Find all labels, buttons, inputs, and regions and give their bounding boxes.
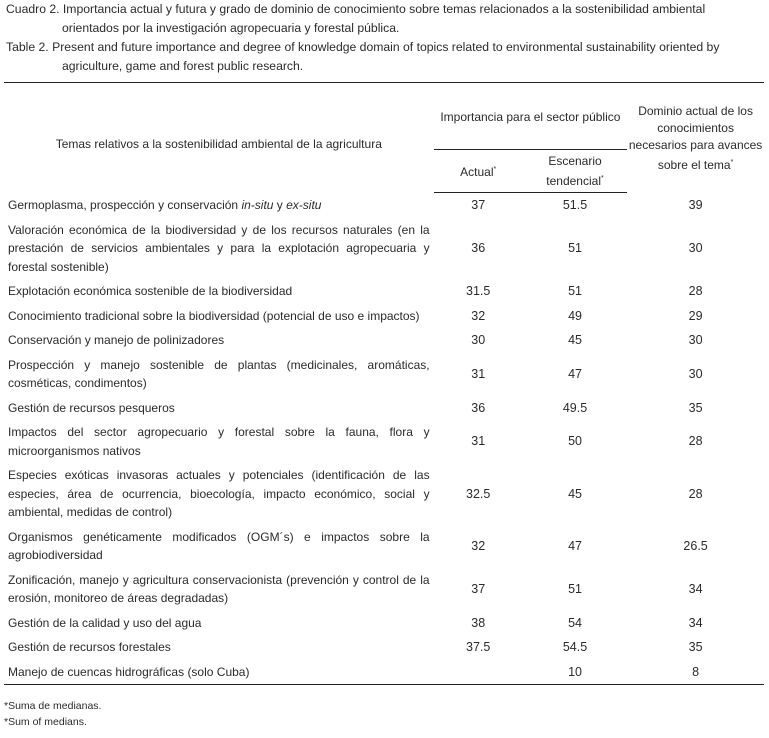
actual-cell: 32 [471, 308, 486, 323]
topic-text: Impactos del sector agropecuario y forestal sobre la fauna, flora y microorganismos nativos [8, 425, 430, 458]
table-row [4, 525, 764, 568]
dominio-cell: 28 [688, 284, 703, 298]
actual-cell: 32.5 [466, 486, 491, 501]
topic-text: in-situ [241, 197, 274, 212]
table-row [4, 304, 764, 329]
caption-text: Present and future importance and degree of knowledge domain of topics related to environmental sustainability oriented by [52, 40, 720, 54]
escenario-cell: 49 [568, 308, 582, 323]
table-row [4, 635, 764, 660]
topic-text: Zonificación, manejo y agricultura conservacionista (prevención y control de la erosión, monitoreo de áreas degradadas) [8, 572, 430, 605]
escenario-cell: 51.5 [562, 198, 588, 212]
table-row [4, 660, 764, 685]
topic-cell [4, 353, 434, 396]
caption-spanish [6, 0, 764, 38]
escenario-cell: 45 [568, 333, 582, 347]
actual-cell: 36 [471, 241, 486, 255]
escenario-cell: 45 [568, 486, 582, 501]
topic-cell [4, 635, 434, 660]
actual-cell: 38 [471, 615, 486, 630]
topic-text: Explotación económica sostenible de la biodiversidad [8, 284, 293, 298]
caption-text: Importancia actual y futura y grado de dominio de conocimiento sobre temas relacionados a la sostenibilidad ambiental [62, 2, 706, 16]
dominio-cell: 29 [688, 308, 703, 323]
dominio-cell: 39 [688, 197, 703, 212]
topic-text: y [273, 197, 287, 212]
topic-cell [4, 568, 434, 611]
dominio-cell: 28 [688, 434, 703, 449]
actual-cell: 31.5 [466, 284, 491, 298]
topic-cell [4, 279, 434, 304]
topic-text: Conocimiento tradicional sobre la biodiversidad (potencial de uso e impactos) [8, 308, 420, 323]
dominio-cell: 34 [688, 581, 703, 596]
actual-cell: 37 [471, 581, 486, 596]
actual-cell: 37 [471, 198, 486, 212]
topic-text: Gestión de recursos pesqueros [8, 400, 175, 415]
actual-cell [434, 660, 523, 685]
data-table [4, 82, 764, 685]
topic-cell [4, 660, 434, 685]
table-row [4, 463, 764, 525]
table-row [4, 193, 764, 218]
escenario-cell: 51 [568, 581, 582, 596]
actual-cell: 36 [471, 400, 486, 415]
caption-label: Cuadro 2. [6, 2, 60, 16]
footnote-mark: * [730, 159, 734, 167]
header-actual-text: Actual [460, 165, 494, 179]
dominio-cell: 35 [688, 640, 703, 654]
topic-cell [4, 396, 434, 421]
escenario-cell: 10 [523, 660, 627, 685]
caption-label: Table 2. [6, 40, 49, 54]
topic-text: Especies exóticas invasoras actuales y potenciales (identificación de las especies, área de ocurrencia, bioecología, impacto económico, social y ambiental, medidas de control) [8, 468, 430, 519]
topic-cell [4, 193, 434, 218]
table-row [4, 328, 764, 353]
footnote-mark: * [601, 174, 604, 182]
table-row [4, 279, 764, 304]
topic-cell [4, 420, 434, 463]
header-importance-group: Importancia para el sector público [434, 83, 628, 150]
caption-text: orientados por la investigación agropecuaria y forestal pública. [62, 21, 400, 35]
topic-text: Gestión de la calidad y uso del agua [8, 615, 202, 630]
topic-text: Conservación y manejo de polinizadores [8, 333, 225, 347]
topic-text: Organismos genéticamente modificados (OGM´s) e impactos sobre la agrobiodiversidad [8, 529, 430, 562]
footnote-es: *Suma de medianas. [4, 700, 102, 712]
topic-cell [4, 525, 434, 568]
topic-cell [4, 218, 434, 280]
dominio-cell: 26.5 [683, 538, 708, 553]
header-dominio-text: Dominio actual de los conocimientos necesarios para avances sobre el tema [628, 104, 763, 173]
header-topic: Temas relativos a la sostenibilidad ambiental de la agricultura [55, 136, 382, 151]
table-row [4, 420, 764, 463]
topic-text: Germoplasma, prospección y conservación [8, 197, 242, 212]
escenario-cell: 47 [568, 366, 582, 381]
escenario-cell: 50 [568, 434, 582, 449]
topic-text: Valoración económica de la biodiversidad y de los recursos naturales (en la prestación de servicios ambientales y para la explotación agropecuaria y forestal sostenible) [8, 222, 430, 274]
table-row [4, 353, 764, 396]
escenario-cell: 47 [568, 538, 582, 553]
header-escenario-text: Escenario tendencial [546, 153, 602, 188]
actual-cell: 31 [471, 366, 486, 381]
escenario-cell: 54.5 [562, 640, 588, 654]
table-row [4, 611, 764, 636]
table-row [4, 396, 764, 421]
dominio-cell: 30 [688, 366, 703, 381]
actual-cell: 31 [471, 434, 486, 449]
topic-text: Prospección y manejo sostenible de plantas (medicinales, aromáticas, cosméticas, condimentos) [8, 357, 430, 390]
header-actual [434, 150, 523, 193]
header-dominio [627, 83, 764, 193]
dominio-cell: 30 [688, 241, 703, 255]
topic-cell [4, 304, 434, 329]
escenario-cell: 51 [568, 241, 582, 255]
caption-text: agriculture, game and forest public research. [62, 59, 304, 73]
dominio-cell: 8 [627, 660, 764, 685]
topic-cell [4, 328, 434, 353]
footnote-mark: * [493, 166, 497, 173]
footnote-en: *Sum of medians. [4, 716, 87, 728]
dominio-cell: 28 [688, 486, 703, 501]
escenario-cell: 54 [568, 615, 582, 630]
actual-cell: 32 [471, 538, 486, 553]
topic-cell [4, 463, 434, 525]
escenario-cell: 51 [568, 284, 582, 298]
actual-cell: 30 [471, 333, 486, 347]
dominio-cell: 30 [688, 333, 703, 347]
actual-cell: 37.5 [466, 640, 491, 654]
topic-text: ex-situ [286, 197, 322, 212]
header-escenario [523, 150, 627, 193]
topic-cell [4, 611, 434, 636]
table-row [4, 568, 764, 611]
caption-english [6, 38, 764, 76]
topic-text: Manejo de cuencas hidrográficas (solo Cuba) [8, 664, 250, 679]
dominio-cell: 34 [688, 615, 703, 630]
escenario-cell: 49.5 [562, 400, 588, 415]
topic-text: Gestión de recursos forestales [8, 640, 171, 654]
dominio-cell: 35 [688, 400, 703, 415]
table-row [4, 218, 764, 280]
